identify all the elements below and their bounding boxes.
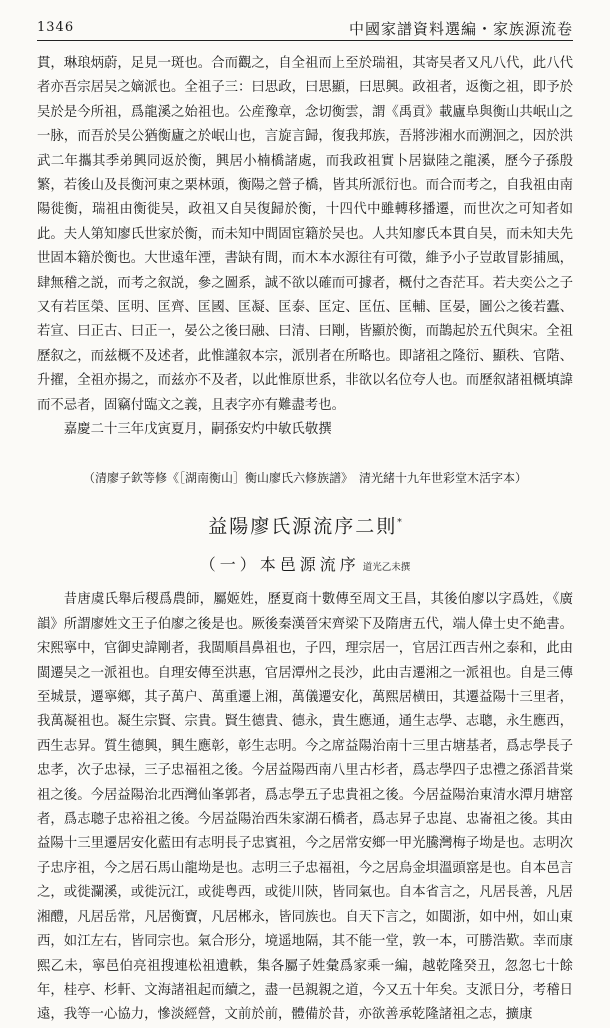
section-title-text: 益陽廖氏源流序二則 bbox=[208, 515, 398, 538]
author-signature: 嘉慶二十三年戊寅夏月，嗣孫安灼中敏氏敬撰 bbox=[63, 422, 332, 438]
section-title bbox=[37, 508, 573, 541]
subsection-date-note: 道光乙未撰 bbox=[362, 562, 411, 574]
body-paragraph: 昔唐虞氏舉后稷爲農師，屬姬姓，歷夏商十數傳至周文王昌，其後伯廖以字爲姓，《廣韻》所謂廖姓文王子伯廖之後是也。厥後秦漢晉宋齊梁下及隋唐五代，端人偉士史不絶書。宋熙寧中，官御史諱剛者，我閩順昌鼻祖也，子四，理宗居一，官居江西吉州之泰和，此由閩遷吴之一派祖也。自理安傳至洪惠，官居潭州之長沙，此由吉遷湘之一派祖也。自是三傳至城景，遷寧鄉，其子萬户、萬重遷上湘，萬儀遷安化，萬熙居横田，其遷益陽十三里者，我萬凝祖也。凝生宗賢、宗貴。賢生德貴、德永，貴生應通，通生志學、志聰，永生應西，西生志昇。質生德興，興生應彰，彰生志明。今之席益陽治南十三里古塘基者，爲志學長子忠孝，次子忠禄，三子忠福祖之後。今居益陽西南八里古杉者，爲志學四子忠禮之孫滔昔棠祖之後。今居益陽治北西灣仙峯郭者，爲志學五子忠貴祖之後。今居益陽治東清水潭月塘窰者，爲志聰子忠裕祖之後。今居益陽治西朱家湖石橋者，爲志昇子忠崑、忠崙祖之後。其由益陽十三里遷居安化藍田有志明長子忠賓祖，今之居常安鄉一甲光騰灣梅子坳是也。志明次子忠序祖，今之居石馬山龍坳是也。志明三子忠福祖，今之居烏金垻溫頭窰是也。自本邑言之，或徙瀾溪，或徙沅江，或徙粤西，或徙川陝，皆同氣也。自本省言之，凡居長善，凡居湘醴，凡居岳常，凡居衡寶，凡居郴永，皆同族也。自天下言之，如閩浙，如中州，如山東西，如江左右，皆同宗也。氣合形分，境遥地隔，其不能一堂，敦一本，可勝浩歎。幸而康熙乙未，寧邑伯亮祖搜連松祖遺軼，集各屬子姓彙爲家乘一編，越乾隆癸丑，忽忽七十餘年，桂亭、杉軒、文海諸祖起而續之，盡一邑親親之道，今又五十年矣。支派日分，考稽日遠，我等一心協力，慘淡經營，文前於前，體備於昔，亦欲善承乾隆諸祖之志，擴康 bbox=[37, 592, 573, 1023]
source-citation: （清廖子欽等修《［湖南衡山］衡山廖氏六修族譜》 清光緒十九年世彩堂木活字本） bbox=[82, 471, 527, 486]
subsection-title-text: （一）本邑源流序 bbox=[199, 555, 360, 575]
footnote-marker: * bbox=[397, 518, 402, 529]
page-content bbox=[37, 52, 573, 1028]
page-number: 1346 bbox=[37, 20, 75, 35]
subsection-title bbox=[37, 551, 573, 582]
running-title: 中國家譜資料選編・家族源流卷 bbox=[348, 20, 573, 38]
page-header bbox=[37, 16, 573, 41]
body-paragraph-continued: 貫，琳琅炳蔚，足見一斑也。合而觀之，自全祖而上至於瑞祖，其寄吴者又凡八代，此八代者亦吾宗居吴之嫡派也。全祖子三：曰思政，曰思顯，曰思興。政祖者，返衡之祖，即予於吴於是今所祖，爲龍溪之始祖也。公産豫章，念切衡雲，謂《禹貢》載廬阜與衡山共岷山之一脉，而吾於吴公猶衡廬之於岷山也，言旋言歸，復我邦族，吾將涉湘水而溯洄之，因於洪武二年攜其季弟興同返於衡，興居小楠橋諸處，而我政祖實卜居嶽陸之龍溪，歷今子孫殷繁，若後山及長衡河東之栗林頭，衡陽之營子橋，皆其所派衍也。而合而考之，自我祖由南陽徙衡，瑞祖由衡徙吴，政祖又自吴復歸於衡，十四代中雖轉移播遷，而世次之可知者如此。夫人第知廖氏世家於衡，而未知中間固宦籍於吴也。人共知廖氏本貫自吴，而未知夫先世固本籍於衡也。大世遠年湮，書缺有間，而木本水源往有可徵，維予小子豈敢冒影捕風，肆無稽之説，而考之叙説，參之圖系，誠不欲以確而可據者，概付之杳茫耳。若夫奕公之子又有若匡榮、匡明、匡齊、匡國、匡凝、匡泰、匡定、匡伍、匡輔、匡晏，圖公之後若蠹、若宣、曰正古、曰正一，晏公之後曰融、曰清、曰剛，皆顯於衡，而鵲起於五代與宋。全祖歷叙之，而兹概不及述者，此惟謹叙本宗，派別者在所略也。即諸祖之隆衍、顯秩、官階、升擢，全祖亦揚之，而兹亦不及者，以此惟原世系，非欲以名位夸人也。而歷叙諸祖概填諱而不忌者，固竊付臨文之義，且表字亦有難盡考也。 bbox=[37, 56, 573, 413]
